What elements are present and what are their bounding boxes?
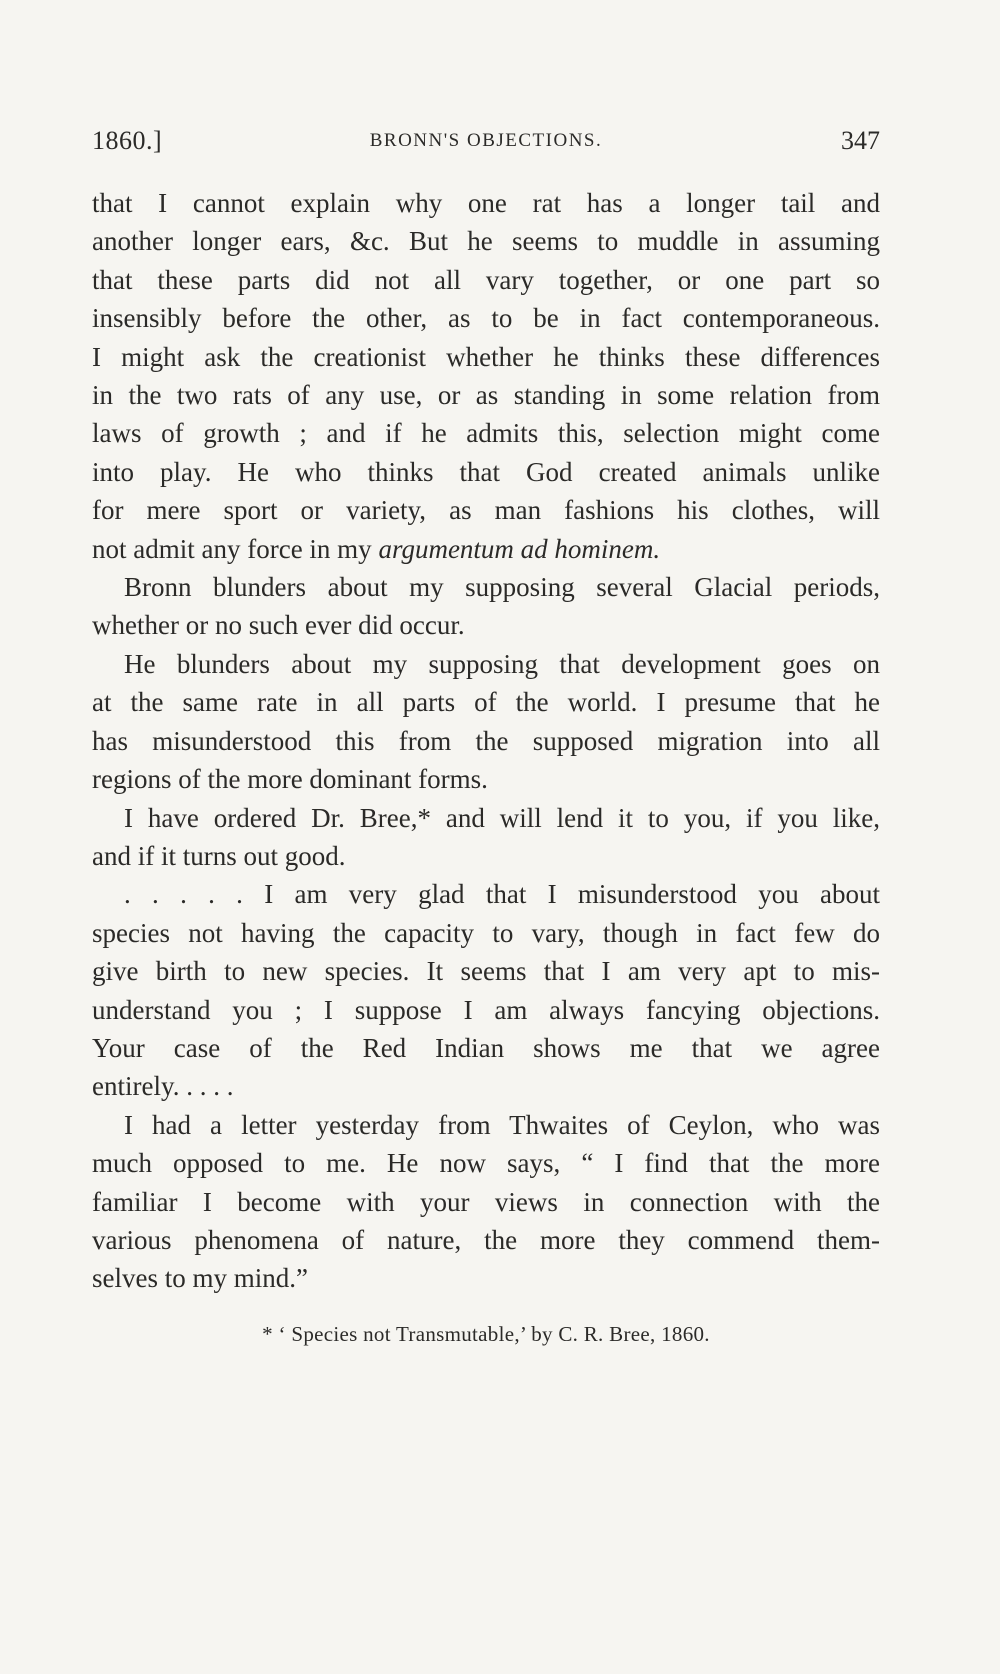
text-line: that these parts did not all vary together, or one part so [92, 264, 880, 295]
paragraph-6 [92, 1106, 880, 1298]
paragraph-4 [92, 799, 880, 876]
latin-phrase: argumentum ad hominem. [378, 533, 661, 564]
text-line: in the two rats of any use, or as standing in some relation from [92, 380, 880, 411]
text-line: regions of the more dominant forms. [92, 764, 488, 795]
text-line: selves to my mind.” [92, 1263, 308, 1294]
footnote: * ‘ Species not Transmutable,’ by C. R. Bree, 1860. [262, 1322, 710, 1346]
running-head [92, 126, 880, 162]
text-line: . . . . . I am very glad that I misunderstood you about [124, 879, 880, 910]
text-line: He blunders about my supposing that development goes on [124, 648, 880, 679]
text-line: various phenomena of nature, the more they commend them- [92, 1224, 880, 1255]
paragraph-5 [92, 875, 880, 1105]
page-number: 347 [841, 126, 880, 155]
text-line: familiar I become with your views in connection with the [92, 1186, 880, 1217]
text-line: into play. He who thinks that God created animals unlike [92, 456, 880, 487]
running-head-title: BRONN'S OBJECTIONS. [369, 130, 603, 151]
text-line: I have ordered Dr. Bree,* and will lend it to you, if you like, [124, 802, 880, 833]
text-line: Bronn blunders about my supposing several Glacial periods, [124, 572, 880, 603]
paragraph-3 [92, 645, 880, 799]
text-line: laws of growth ; and if he admits this, selection might come [92, 418, 880, 449]
paragraph-1 [92, 184, 880, 568]
paragraph-2 [92, 568, 880, 645]
text-line: and if it turns out good. [92, 840, 346, 871]
text-line: Your case of the Red Indian shows me that we agree [92, 1032, 880, 1063]
text-line: that I cannot explain why one rat has a longer tail and [92, 188, 880, 218]
text-line [92, 530, 880, 568]
text-line: give birth to new species. It seems that I am very apt to mis- [92, 956, 880, 987]
running-head-year: 1860.] [92, 126, 163, 155]
text-line: species not having the capacity to vary, though in fact few do [92, 917, 880, 948]
text-line: much opposed to me. He now says, “ I find that the more [92, 1148, 880, 1179]
text-line: insensibly before the other, as to be in fact contemporaneous. [92, 303, 880, 334]
text-line: another longer ears, &c. But he seems to muddle in assuming [92, 226, 880, 257]
text-line: I had a letter yesterday from Thwaites of Ceylon, who was [124, 1109, 880, 1140]
text-span: not admit any force in my [92, 533, 379, 564]
text-line: for mere sport or variety, as man fashions his clothes, will [92, 495, 880, 526]
text-line: has misunderstood this from the supposed migration into all [92, 725, 880, 756]
text-line: whether or no such ever did occur. [92, 610, 465, 641]
text-line: at the same rate in all parts of the world. I presume that he [92, 687, 880, 718]
body-text [92, 184, 880, 1298]
text-line: understand you ; I suppose I am always fancying objections. [92, 994, 880, 1025]
text-line: I might ask the creationist whether he thinks these differences [92, 341, 880, 372]
text-line: entirely. . . . . [92, 1071, 234, 1102]
